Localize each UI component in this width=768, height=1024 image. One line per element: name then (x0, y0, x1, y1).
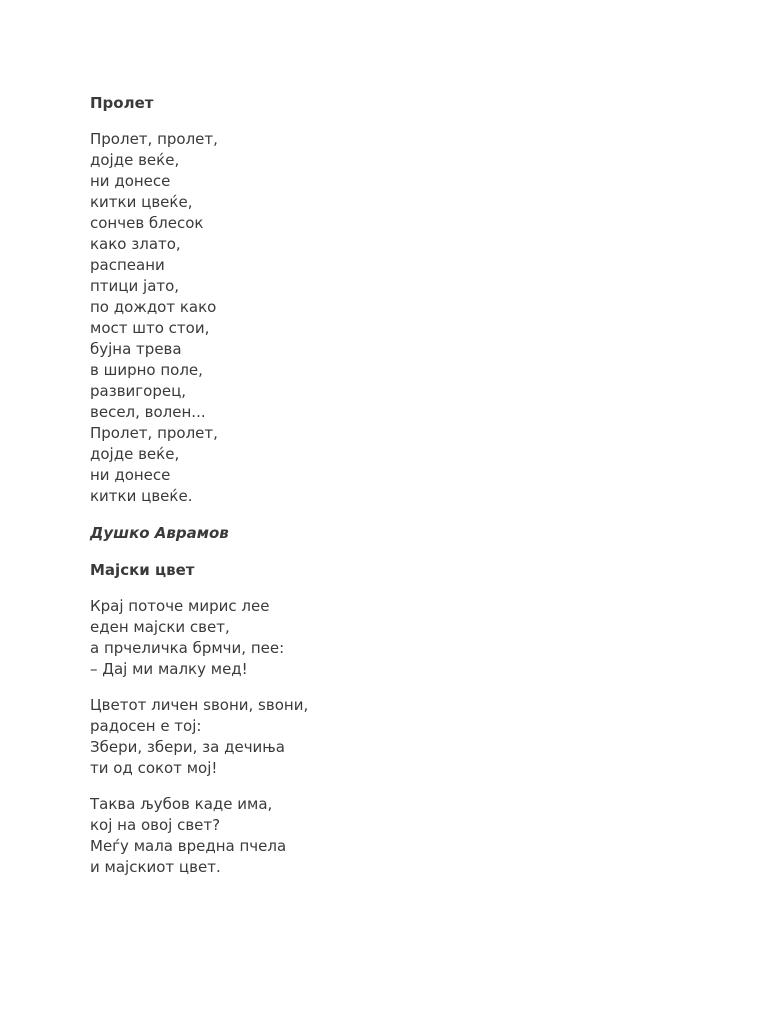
poem-line: бујна трева (90, 340, 182, 358)
poem-line: распеани (90, 256, 165, 274)
poem-line: Цветот личен ѕвони, ѕвони, (90, 696, 309, 714)
poem-line: ни донесе (90, 466, 171, 484)
poem-title: Мајски цвет (90, 561, 195, 579)
poem-line: дојде веќе, (90, 445, 180, 463)
poem-line: дојде веќе, (90, 151, 180, 169)
poem-line: ти од сокот мој! (90, 759, 218, 777)
poem-line: китки цвеќе. (90, 487, 193, 505)
poem-line: еден мајски свет, (90, 618, 230, 636)
stanza (90, 794, 690, 878)
poem-line: Збери, збери, за дечиња (90, 738, 285, 756)
poem-line: како злато, (90, 235, 181, 253)
poem-line: по дождот како (90, 298, 217, 316)
poem-line: – Дај ми малку мед! (90, 660, 248, 678)
poem-line: радосен е тој: (90, 717, 202, 735)
stanza (90, 596, 690, 680)
poem-line: а прчеличка брмчи, пее: (90, 639, 285, 657)
poem-line: Меѓу мала вредна пчела (90, 837, 287, 855)
poem-line: Пролет, пролет, (90, 130, 218, 148)
poem-line: китки цвеќе, (90, 193, 193, 211)
poem-line: в ширно поле, (90, 361, 203, 379)
poem-line: Пролет, пролет, (90, 424, 218, 442)
poem-line: сончев блесок (90, 214, 204, 232)
poem-majski-cvet (90, 559, 690, 878)
poem-line: Таква љубов каде има, (90, 795, 273, 813)
poem-line: весел, волен... (90, 403, 206, 421)
poem-line: мост што стои, (90, 319, 210, 337)
poem-line: птици јато, (90, 277, 180, 295)
poem-line: ни донесе (90, 172, 171, 190)
stanza (90, 129, 690, 507)
stanza (90, 695, 690, 779)
poem-title: Пролет (90, 94, 154, 112)
poem-line: развигорец, (90, 382, 187, 400)
author-name: Душко Аврамов (90, 524, 229, 542)
poem-line: Крај поточе мирис лее (90, 597, 270, 615)
poem-line: и мајскиот цвет. (90, 858, 221, 876)
poem-line: кој на овој свет? (90, 816, 221, 834)
poem-prolet (90, 92, 690, 507)
document-page (90, 92, 690, 893)
